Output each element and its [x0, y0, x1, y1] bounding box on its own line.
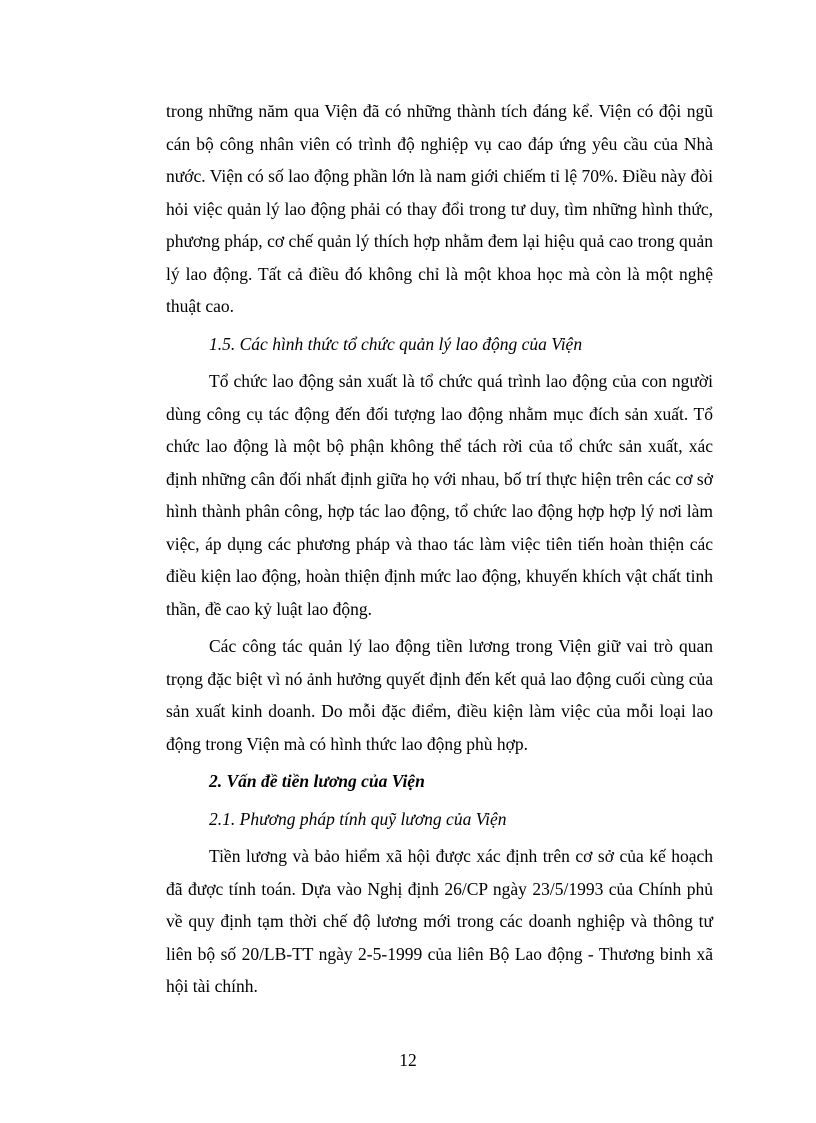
section-heading-1-5: 1.5. Các hình thức tổ chức quản lý lao động của Viện — [209, 333, 583, 354]
body-paragraph: Tiền lương và bảo hiểm xã hội được xác định trên cơ sở của kế hoạch đã được tính toán. Dựa vào Nghị định 26/CP ngày 23/5/1993 của Chính phủ về quy định tạm thời chế độ lương mới trong các doanh nghiệp và thông tư liên bộ số 20/LB-TT ngày 2-5-1999 của liên Bộ Lao động - Thương binh xã hội tài chính. — [166, 846, 713, 996]
body-paragraph: Tổ chức lao động sản xuất là tổ chức quá trình lao động của con người dùng công cụ tác động đến đối tượng lao động nhằm mục đích sản xuất. Tổ chức lao động là một bộ phận không thể tách rời của tổ chức sản xuất, xác định những cân đối nhất định giữa họ với nhau, bố trí thực hiện trên các cơ sở hình thành phân công, hợp tác lao động, tổ chức lao động hợp hợp lý nơi làm việc, áp dụng các phương pháp và thao tác làm việc tiên tiến hoàn thiện các điều kiện lao động, hoàn thiện định mức lao động, khuyến khích vật chất tinh thần, đề cao kỷ luật lao động. — [166, 371, 713, 619]
body-paragraph: Các công tác quản lý lao động tiền lương trong Viện giữ vai trò quan trọng đặc biệt vì nó ảnh hưởng quyết định đến kết quả lao động cuối cùng của sản xuất kinh doanh. Do mỗi đặc điểm, điều kiện làm việc của mỗi loại lao động trong Viện mà có hình thức lao động phù hợp. — [166, 636, 713, 754]
body-paragraph: trong những năm qua Viện đã có những thành tích đáng kể. Viện có đội ngũ cán bộ công nhân viên có trình độ nghiệp vụ cao đáp ứng yêu cầu của Nhà nước. Viện có số lao động phần lớn là nam giới chiếm tỉ lệ 70%. Điều này đòi hỏi việc quản lý lao động phải có thay đổi trong tư duy, tìm những hình thức, phương pháp, cơ chế quản lý thích hợp nhằm đem lại hiệu quả cao trong quản lý lao động. Tất cả điều đó không chỉ là một khoa học mà còn là một nghệ thuật cao. — [166, 101, 713, 316]
section-heading-2: 2. Vấn đề tiền lương của Viện — [209, 771, 425, 791]
page-number: 12 — [399, 1050, 417, 1070]
section-heading-2-1: 2.1. Phương pháp tính quỹ lương của Viện — [209, 808, 507, 829]
document-page — [166, 95, 713, 1003]
